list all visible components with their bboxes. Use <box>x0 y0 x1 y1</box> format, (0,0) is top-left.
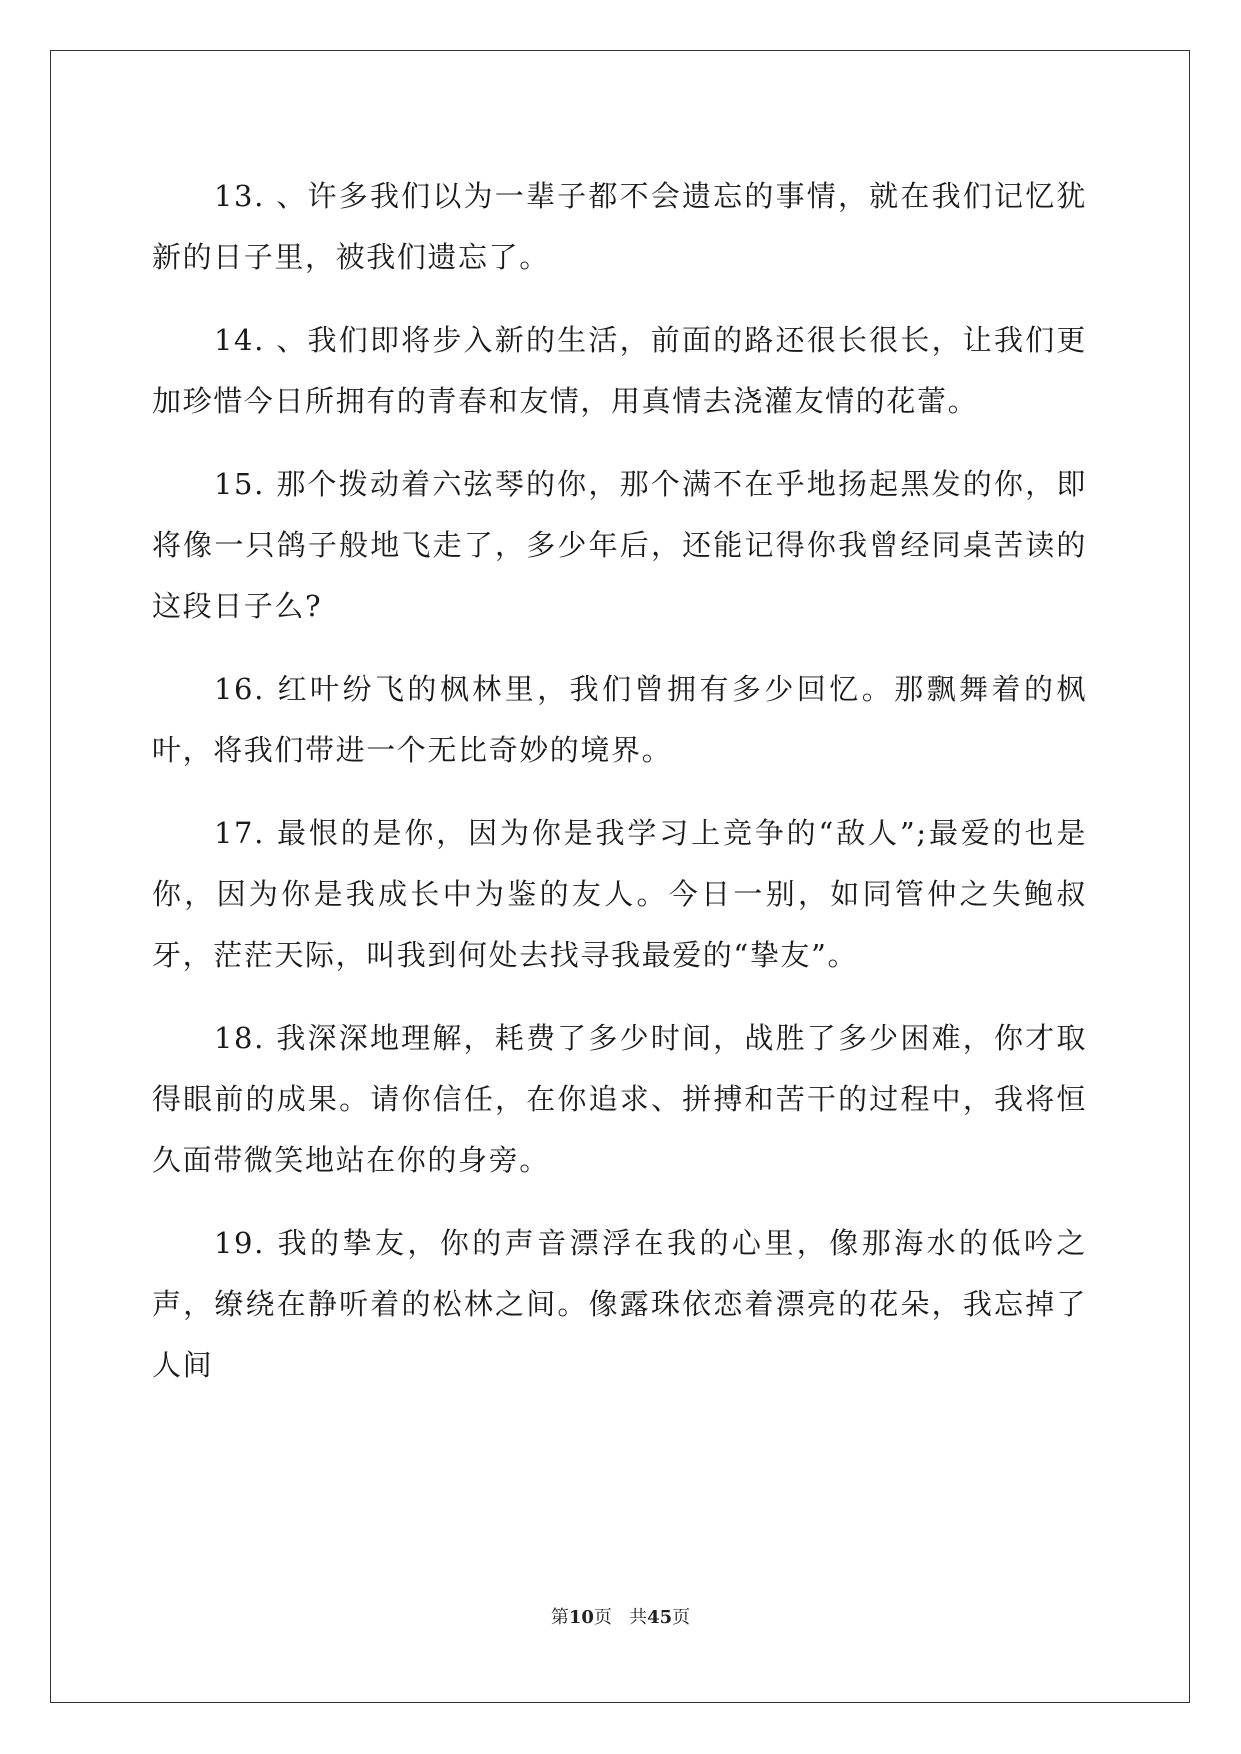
footer-prefix: 第 <box>550 1607 569 1628</box>
footer-page-suffix: 页 <box>593 1607 612 1628</box>
document-body <box>152 166 1087 1418</box>
paragraph-19: 19. 我的挚友，你的声音漂浮在我的心里，像那海水的低吟之声，缭绕在静听着的松林之间。像露珠依恋着漂亮的花朵，我忘掉了人间 <box>152 1226 1087 1382</box>
current-page-number: 10 <box>568 1607 594 1628</box>
paragraph-16: 16. 红叶纷飞的枫林里，我们曾拥有多少回忆。那飘舞着的枫叶，将我们带进一个无比奇妙的境界。 <box>152 672 1087 767</box>
paragraph-13: 13. 、许多我们以为一辈子都不会遗忘的事情，就在我们记忆犹新的日子里，被我们遗忘了。 <box>152 179 1087 274</box>
paragraph-17: 17. 最恨的是你，因为你是我学习上竞争的“敌人”;最爱的也是你，因为你是我成长中为鉴的友人。今日一别，如同管仲之失鲍叔牙，茫茫天际，叫我到何处去找寻我最爱的“挚友”。 <box>152 816 1087 972</box>
page-footer <box>0 1603 1241 1629</box>
total-page-count: 45 <box>647 1607 673 1628</box>
footer-total-suffix: 页 <box>672 1607 691 1628</box>
paragraph-18: 18. 我深深地理解，耗费了多少时间，战胜了多少困难，你才取得眼前的成果。请你信任，在你追求、拼搏和苦干的过程中，我将恒久面带微笑地站在你的身旁。 <box>152 1021 1087 1177</box>
paragraph-14: 14. 、我们即将步入新的生活，前面的路还很长很长，让我们更加珍惜今日所拥有的青春和友情，用真情去浇灌友情的花蕾。 <box>152 323 1087 418</box>
footer-total-prefix: 共 <box>629 1607 648 1628</box>
paragraph-15: 15. 那个拨动着六弦琴的你，那个满不在乎地扬起黑发的你，即将像一只鸽子般地飞走了，多少年后，还能记得你我曾经同桌苦读的这段日子么? <box>152 467 1087 623</box>
